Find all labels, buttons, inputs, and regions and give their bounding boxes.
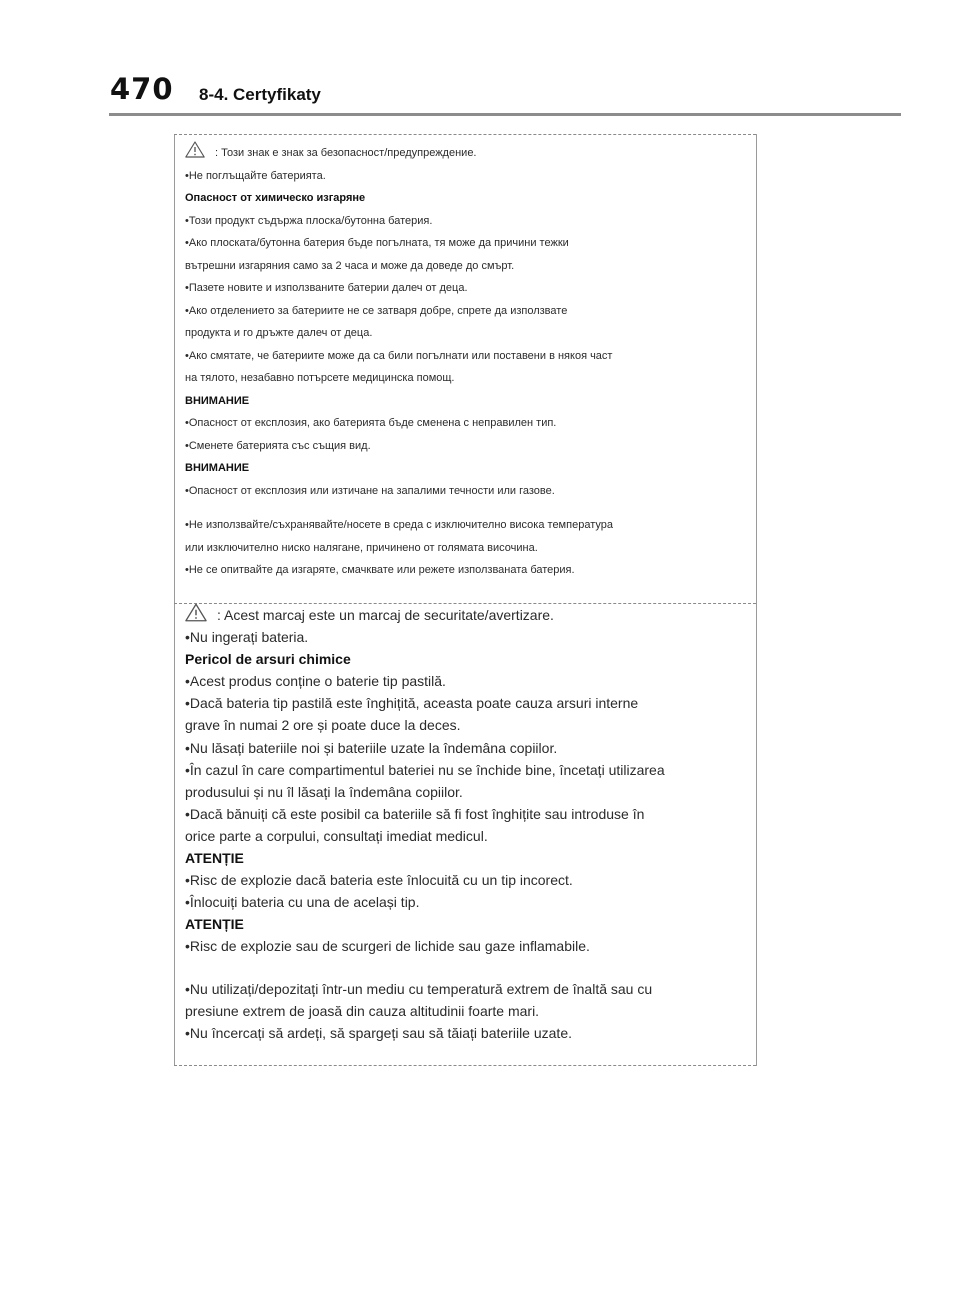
- ro-line: •Nu încercați să ardeți, să spargeți sau să tăiați bateriile uzate.: [185, 1024, 572, 1041]
- section-title: 8-4. Certyfikaty: [199, 85, 321, 104]
- page-header: [0, 0, 960, 120]
- bg-line: •Този продукт съдържа плоска/бутонна батерия.: [185, 214, 433, 227]
- bg-line: продукта и го дръжте далеч от деца.: [185, 327, 373, 339]
- bg-line: •Не се опитвайте да изгаряте, смачквате или режете използваната батерия.: [185, 564, 575, 576]
- box-bottom-border: [174, 1065, 756, 1066]
- ro-heading: Pericol de arsuri chimice: [185, 651, 351, 668]
- bg-heading: Опасност от химическо изгаряне: [185, 192, 366, 204]
- warning-triangle-icon: [185, 141, 205, 167]
- bg-line: •Ако плоската/бутонна батерия бъде погълната, тя може да причини тежки: [185, 237, 569, 249]
- bg-heading: ВНИМАНИЕ: [185, 394, 250, 407]
- ro-heading: ATENȚIE: [185, 916, 244, 933]
- bg-line: на тялото, незабавно потърсете медицинска помощ.: [185, 372, 455, 384]
- ro-line: orice parte a corpului, consultați imediat medicul.: [185, 827, 488, 844]
- bg-line: •Опасност от експлозия или изтичане на запалими течности или газове.: [185, 484, 555, 497]
- header-divider: [109, 113, 901, 116]
- box-top-border: [174, 134, 756, 135]
- ro-line: •Nu lăsați bateriile noi și bateriile uzate la îndemâna copiilor.: [185, 739, 558, 756]
- bulgarian-intro: [185, 142, 755, 165]
- bg-line: •Сменете батерията със същия вид.: [185, 439, 371, 452]
- bg-line: •Опасност от експлозия, ако батерията бъде сменена с неправилен тип.: [185, 417, 557, 429]
- ro-line: •Nu ingerați bateria.: [185, 629, 309, 646]
- ro-line: •Nu utilizați/depozitați într-un mediu cu temperatură extrem de înaltă sau cu: [185, 980, 653, 997]
- bg-heading: ВНИМАНИЕ: [185, 462, 250, 474]
- bg-line: •Не поглъщайте батерията.: [185, 169, 326, 182]
- ro-line: •În cazul în care compartimentul bateriei nu se închide bine, încetați utilizarea: [185, 761, 665, 778]
- ro-line: •Înlocuiți bateria cu una de același tip.: [185, 894, 420, 911]
- bg-line: •Ако смятате, че батериите може да са били погълнати или поставени в някоя част: [185, 349, 613, 362]
- bg-line: вътрешни изгаряния само за 2 часа и може да доведе до смърт.: [185, 259, 515, 272]
- ro-line: •Risc de explozie dacă bateria este înlocuită cu un tip incorect.: [185, 872, 573, 889]
- romanian-intro: [185, 604, 755, 626]
- bg-line: •Ако отделението за батериите не се затваря добре, спрете да използвате: [185, 304, 568, 317]
- ro-line: presiune extrem de joasă din cauza altitudinii foarte mari.: [185, 1002, 540, 1019]
- bg-line: •Пазете новите и използваните батерии далеч от деца.: [185, 282, 468, 294]
- bg-line: •Не използвайте/съхранявайте/носете в среда с изключително висока температура: [185, 519, 613, 531]
- ro-line: grave în numai 2 ore și poate duce la deces.: [185, 717, 461, 734]
- ro-line: •Dacă bănuiți că este posibil ca bateriile să fi fost înghițite sau introduse în: [185, 805, 645, 822]
- romanian-section: [185, 604, 755, 1044]
- bg-line: или изключително ниско налягане, причинено от голямата височина.: [185, 541, 538, 554]
- ro-line: •Dacă bateria tip pastilă este înghițită, aceasta poate cauza arsuri interne: [185, 695, 639, 712]
- warning-triangle-icon: [185, 603, 207, 628]
- ro-line: produsului și nu îl lăsați la îndemâna copiilor.: [185, 783, 463, 800]
- bulgarian-section: [185, 142, 755, 582]
- bulgarian-intro-text: : Този знак е знак за безопасност/предупреждение.: [215, 147, 477, 159]
- ro-line: •Risc de explozie sau de scurgeri de lichide sau gaze inflamabile.: [185, 938, 590, 955]
- ro-heading: ATENȚIE: [185, 850, 244, 867]
- ro-line: •Acest produs conține o baterie tip pastilă.: [185, 673, 446, 690]
- page-number: 470: [110, 72, 174, 106]
- romanian-intro-text: : Acest marcaj este un marcaj de securitate/avertizare.: [217, 607, 554, 623]
